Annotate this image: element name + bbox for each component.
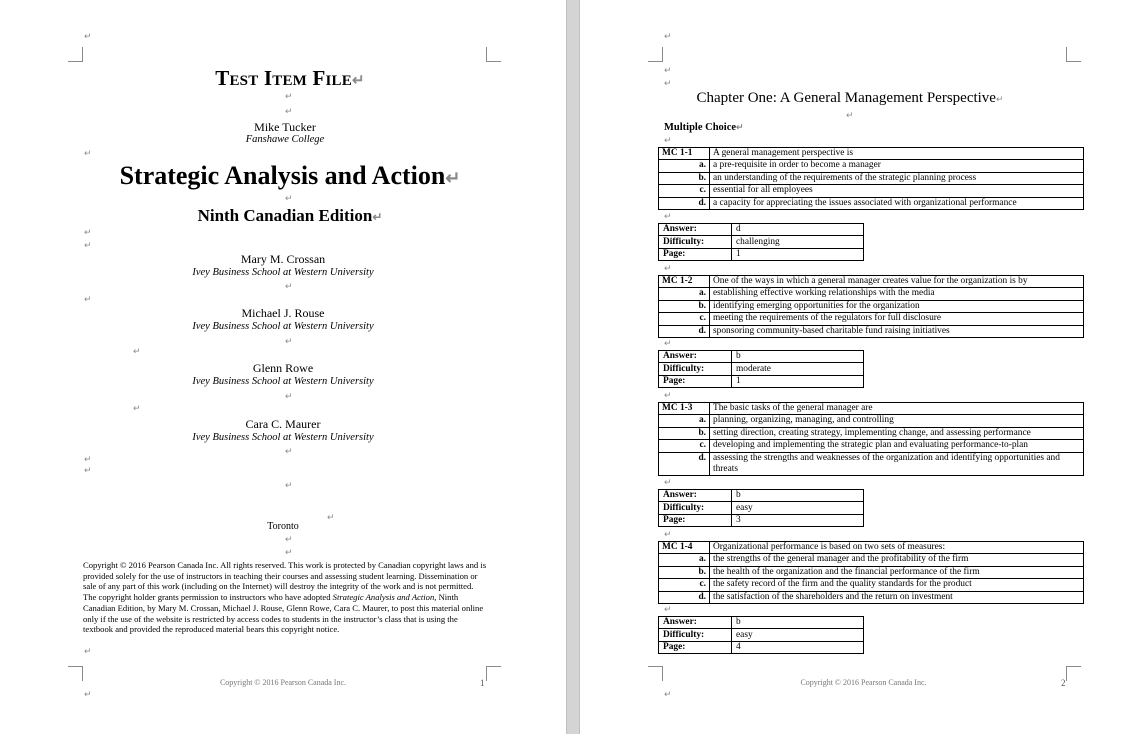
paragraph-mark: ↵: [84, 689, 92, 699]
document-page-2[interactable]: [580, 0, 1147, 734]
paragraph-mark: ↵: [664, 263, 672, 273]
author-affiliation: Fanshawe College: [245, 134, 325, 145]
option-text: an understanding of the requirements of the strategic planning process: [710, 172, 1084, 184]
answer-value: b: [732, 351, 864, 363]
question-id: MC 1-4: [659, 542, 710, 554]
answer-value: b: [732, 617, 864, 629]
crop-mark-top-right: [486, 47, 501, 62]
page-edge: [566, 0, 567, 734]
paragraph-mark: ↵: [664, 31, 672, 41]
page-footer: Copyright © 2016 Pearson Canada Inc.: [219, 678, 347, 687]
paragraph-mark: ↵: [351, 72, 365, 89]
paragraph-mark: ↵: [84, 240, 92, 250]
paragraph-mark: ↵: [285, 193, 293, 203]
difficulty-value: moderate: [732, 363, 864, 375]
option-letter: b.: [659, 566, 710, 578]
option-text: establishing effective working relationships with the media: [710, 288, 1084, 300]
paragraph-mark: ↵: [84, 294, 92, 304]
copyright-notice: Copyright © 2016 Pearson Canada Inc. All rights reserved. This work is protected by Canadian copyright laws and is provided solely for the use of instructors in teaching their courses and assessing student learning. Dissemination or sale of any part of this work (including on the Internet) will destroy the integrity of the work and is not permitted. The copyright holder grants permission to instructors who have adopted Strategic Analysis and Action, Ninth Canadian Edition, by Mary M. Crossan, Michael J. Rouse, Glenn Rowe, Cara C. Maurer, to post this material online only if the use of the website is restricted by access codes to students in the instructor’s class that is using the textbook and provided the reproduced material bears this copyright notice.: [83, 560, 487, 635]
option-letter: b.: [659, 300, 710, 312]
option-letter: a.: [659, 554, 710, 566]
option-letter: a.: [659, 160, 710, 172]
document-page-1[interactable]: [0, 0, 566, 734]
paragraph-mark: ↵: [285, 336, 293, 346]
paragraph-mark: ↵: [664, 338, 672, 348]
paragraph-mark: ↵: [327, 512, 335, 522]
question-id: MC 1-1: [659, 148, 710, 160]
difficulty-value: easy: [732, 629, 864, 641]
paragraph-mark: ↵: [664, 211, 672, 221]
question-stem: A general management perspective is: [710, 148, 1084, 160]
paragraph-mark: ↵: [84, 227, 92, 237]
paragraph-mark: ↵: [285, 480, 293, 490]
question-stem: One of the ways in which a general manager creates value for the organization is by: [710, 276, 1084, 288]
answer-label: Answer:: [659, 224, 732, 236]
option-text: developing and implementing the strategic plan and evaluating performance-to-plan: [710, 440, 1084, 452]
paragraph-mark: ↵: [84, 31, 92, 41]
paragraph-mark: ↵: [285, 547, 293, 557]
paragraph-mark: ↵: [664, 689, 672, 699]
page-value: 1: [732, 248, 864, 260]
author-name: Glenn Rowe: [252, 361, 314, 375]
author-affiliation: Ivey Business School at Western University: [192, 267, 374, 278]
test-item-file-heading: Test Item File↵: [215, 66, 365, 90]
option-text: the satisfaction of the shareholders and the return on investment: [710, 591, 1084, 603]
question-stem: Organizational performance is based on two sets of measures:: [710, 542, 1084, 554]
page-value: 3: [732, 514, 864, 526]
question-id: MC 1-3: [659, 403, 710, 415]
paragraph-mark: ↵: [84, 465, 92, 475]
option-text: meeting the requirements of the regulators for full disclosure: [710, 313, 1084, 325]
option-text: planning, organizing, managing, and controlling: [710, 415, 1084, 427]
author-name: Michael J. Rouse: [241, 306, 325, 320]
answer-label: Answer:: [659, 617, 732, 629]
paragraph-mark: ↵: [995, 94, 1004, 104]
difficulty-label: Difficulty:: [659, 363, 732, 375]
author-name: Cara C. Maurer: [245, 417, 321, 431]
page-label: Page:: [659, 248, 732, 260]
chapter-title: Chapter One: A General Management Perspective↵: [696, 90, 1004, 106]
question-table: [658, 275, 1084, 338]
answer-value: b: [732, 490, 864, 502]
question-id: MC 1-2: [659, 276, 710, 288]
answer-value: d: [732, 224, 864, 236]
answer-table: [658, 223, 864, 261]
book-title: Strategic Analysis and Action↵: [119, 161, 461, 190]
option-letter: c.: [659, 313, 710, 325]
paragraph-mark: ↵: [664, 529, 672, 539]
page-number: 1: [480, 678, 485, 688]
option-text: the health of the organization and the financial performance of the firm: [710, 566, 1084, 578]
option-text: a capacity for appreciating the issues associated with organizational performance: [710, 197, 1084, 209]
paragraph-mark: ↵: [445, 168, 461, 188]
option-text: identifying emerging opportunities for the organization: [710, 300, 1084, 312]
paragraph-mark: ↵: [133, 403, 141, 413]
option-text: setting direction, creating strategy, implementing change, and assessing performance: [710, 427, 1084, 439]
author-name: Mike Tucker: [254, 120, 316, 134]
difficulty-value: easy: [732, 502, 864, 514]
option-letter: b.: [659, 427, 710, 439]
paragraph-mark: ↵: [846, 110, 854, 120]
question-table: [658, 541, 1084, 604]
question-stem-row: [659, 148, 1084, 160]
question-table: [658, 402, 1084, 476]
option-text: the safety record of the firm and the quality standards for the product: [710, 579, 1084, 591]
paragraph-mark: ↵: [372, 210, 383, 224]
paragraph-mark: ↵: [285, 391, 293, 401]
difficulty-label: Difficulty:: [659, 502, 732, 514]
option-letter: c.: [659, 579, 710, 591]
paragraph-mark: ↵: [664, 78, 672, 88]
crop-mark-top-left: [68, 47, 83, 62]
option-letter: d.: [659, 197, 710, 209]
page-label: Page:: [659, 514, 732, 526]
paragraph-mark: ↵: [664, 604, 672, 614]
option-letter: c.: [659, 440, 710, 452]
author-affiliation: Ivey Business School at Western University: [192, 376, 374, 387]
option-letter: d.: [659, 591, 710, 603]
option-text: the strengths of the general manager and the profitability of the firm: [710, 554, 1084, 566]
author-affiliation: Ivey Business School at Western University: [192, 432, 374, 443]
paragraph-mark: ↵: [736, 122, 744, 132]
answer-table: [658, 350, 864, 388]
section-heading: Multiple Choice↵: [664, 122, 744, 133]
page-value: 1: [732, 375, 864, 387]
difficulty-label: Difficulty:: [659, 629, 732, 641]
option-letter: a.: [659, 415, 710, 427]
option-text: essential for all employees: [710, 185, 1084, 197]
paragraph-mark: ↵: [285, 91, 293, 101]
page-value: 4: [732, 641, 864, 653]
paragraph-mark: ↵: [285, 446, 293, 456]
crop-mark-top-right: [1066, 47, 1081, 62]
author-affiliation: Ivey Business School at Western University: [192, 321, 374, 332]
author-name: Mary M. Crossan: [240, 252, 326, 266]
option-text: assessing the strengths and weaknesses of the organization and identifying opportunities and threats: [710, 452, 1084, 475]
difficulty-label: Difficulty:: [659, 236, 732, 248]
page-gap: [566, 0, 580, 734]
paragraph-mark: ↵: [285, 106, 293, 116]
question-stem: The basic tasks of the general manager are: [710, 403, 1084, 415]
option-row: [659, 197, 1084, 209]
paragraph-mark: ↵: [664, 135, 672, 145]
paragraph-mark: ↵: [285, 281, 293, 291]
question-table: [658, 147, 1084, 210]
option-text: sponsoring community-based charitable fund raising initiatives: [710, 325, 1084, 337]
option-row: [659, 160, 1084, 172]
answer-table: [658, 616, 864, 654]
difficulty-value: challenging: [732, 236, 864, 248]
paragraph-mark: ↵: [133, 346, 141, 356]
page-footer: Copyright © 2016 Pearson Canada Inc.: [800, 678, 927, 687]
paragraph-mark: ↵: [84, 454, 92, 464]
answer-table: [658, 489, 864, 527]
publisher-city: Toronto: [267, 521, 299, 532]
option-letter: b.: [659, 172, 710, 184]
paragraph-mark: ↵: [664, 65, 672, 75]
option-row: [659, 172, 1084, 184]
page-label: Page:: [659, 641, 732, 653]
paragraph-mark: ↵: [84, 148, 92, 158]
crop-mark-top-left: [648, 47, 663, 62]
answer-label: Answer:: [659, 351, 732, 363]
option-text: a pre-requisite in order to become a manager: [710, 160, 1084, 172]
option-row: [659, 185, 1084, 197]
option-letter: d.: [659, 325, 710, 337]
edition-title: Ninth Canadian Edition↵: [197, 206, 383, 225]
answer-label: Answer:: [659, 490, 732, 502]
paragraph-mark: ↵: [84, 646, 92, 656]
page-number: 2: [1061, 678, 1066, 688]
paragraph-mark: ↵: [664, 477, 672, 487]
option-letter: c.: [659, 185, 710, 197]
option-letter: d.: [659, 452, 710, 475]
paragraph-mark: ↵: [664, 390, 672, 400]
page-label: Page:: [659, 375, 732, 387]
paragraph-mark: ↵: [285, 534, 293, 544]
option-letter: a.: [659, 288, 710, 300]
